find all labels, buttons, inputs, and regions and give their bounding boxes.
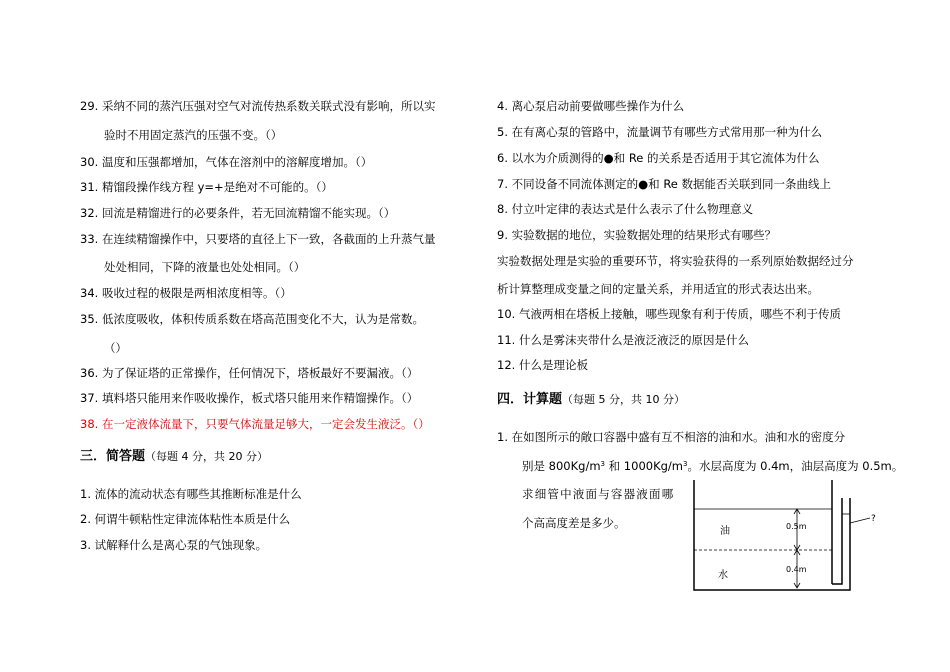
question-32: 32. 回流是精馏进行的必要条件，若无回流精馏不能实现。（） <box>80 206 396 220</box>
question-36: 36. 为了保证塔的正常操作，任何情况下，塔板最好不要漏液。（） <box>80 366 419 380</box>
short-answer-10: 10. 气液两相在塔板上接触，哪些现象有利于传质，哪些不利于传质 <box>497 307 841 321</box>
question-30: 30. 温度和压强都增加，气体在溶剂中的溶解度增加。（） <box>80 155 373 169</box>
calc-1-line4: 个高高度差是多少。 <box>522 516 626 530</box>
superscript-3: 3 <box>600 460 605 468</box>
short-answer-9: 9. 实验数据的地位，实验数据处理的结果形式有哪些？ <box>497 228 777 242</box>
question-leader <box>850 518 870 523</box>
container-figure <box>690 478 890 594</box>
short-answer-11: 11. 什么是雾沫夹带什么是液泛液泛的原因是什么 <box>497 333 749 347</box>
calc-1-line1: 1. 在如图所示的敞口容器中盛有互不相溶的油和水。油和水的密度分 <box>497 430 846 444</box>
container-outline <box>694 480 840 590</box>
short-answer-3: 3. 试解释什么是离心泵的气蚀现象。 <box>80 538 268 552</box>
answer-9-line1: 实验数据处理是实验的重要环节，将实验获得的一系列原始数据经过分 <box>497 254 854 268</box>
water-label: 水 <box>718 570 728 581</box>
question-35-line1: 35. 低浓度吸收，体积传质系数在塔高范围变化不大，认为是常数。 <box>80 312 424 326</box>
calc-1-line3: 求细管中液面与容器液面哪 <box>522 487 675 501</box>
short-answer-7: 7. 不同设备不同流体测定的●和 Re 数据能否关联到同一条曲线上 <box>497 177 832 191</box>
section-4-title: 四．计算题 <box>497 392 563 407</box>
question-33-line2: 处处相同，下降的液量也处处相同。（） <box>104 260 306 274</box>
short-answer-2: 2. 何谓牛顿粘性定律流体粘性本质是什么 <box>80 512 291 526</box>
answer-9-line2: 析计算整理成变量之间的定量关系，并用适宜的形式表达出来。 <box>497 282 819 296</box>
question-29-line2: 验时不用固定蒸汽的压强不变。（） <box>104 128 283 142</box>
calc-1-heights: 。水层高度为 0.4m，油层高度为 0.5m。 <box>687 459 904 473</box>
section-4-heading <box>497 392 685 408</box>
short-answer-6: 6. 以水为介质测得的●和 Re 的关系是否适用于其它流体为什么 <box>497 151 820 165</box>
section-3-title: 三．简答题 <box>80 449 146 464</box>
section-4-subtitle: （每题 5 分，共 10 分） <box>562 393 685 406</box>
short-answer-1: 1. 流体的流动状态有哪些其推断标准是什么 <box>80 487 302 501</box>
short-answer-12: 12. 什么是理论板 <box>497 358 588 372</box>
question-31: 31. 精馏段操作线方程 y=+是绝对不可能的。（） <box>80 180 333 194</box>
superscript-3: 3 <box>683 460 688 468</box>
question-29-line1: 29. 采纳不同的蒸汽压强对空气对流传热系数关联式没有影响，所以实 <box>80 99 436 113</box>
question-37: 37. 填料塔只能用来作吸收操作，板式塔只能用来作精馏操作。（） <box>80 391 419 405</box>
oil-label: 油 <box>720 526 730 537</box>
calc-1-density-oil: 别是 800Kg/m <box>522 459 601 473</box>
short-answer-4: 4. 离心泵启动前要做哪些操作为什么 <box>497 99 685 113</box>
question-35-line2: （） <box>104 341 127 355</box>
short-answer-8: 8. 付立叶定律的表达式是什么表示了什么物理意义 <box>497 202 754 216</box>
water-height-label: 0.4m <box>786 565 807 574</box>
section-3-heading <box>80 449 268 465</box>
question-34: 34. 吸收过程的极限是两相浓度相等。（） <box>80 286 292 300</box>
calc-1-line2 <box>522 458 903 474</box>
oil-height-label: 0.5m <box>786 522 807 531</box>
question-33-line1: 33. 在连续精馏操作中，只要塔的直径上下一致，各截面的上升蒸气量 <box>80 232 436 246</box>
section-3-subtitle: （每题 4 分，共 20 分） <box>145 450 268 463</box>
thin-tube-inner <box>832 498 842 584</box>
question-mark: ? <box>871 514 876 524</box>
short-answer-5: 5. 在有离心泵的管路中，流量调节有哪些方式常用那一种为什么 <box>497 125 823 139</box>
calc-1-density-water: 和 1000Kg/m <box>605 459 683 473</box>
question-38: 38. 在一定液体流量下，只要气体流量足够大，一定会发生液泛。（） <box>80 417 430 431</box>
